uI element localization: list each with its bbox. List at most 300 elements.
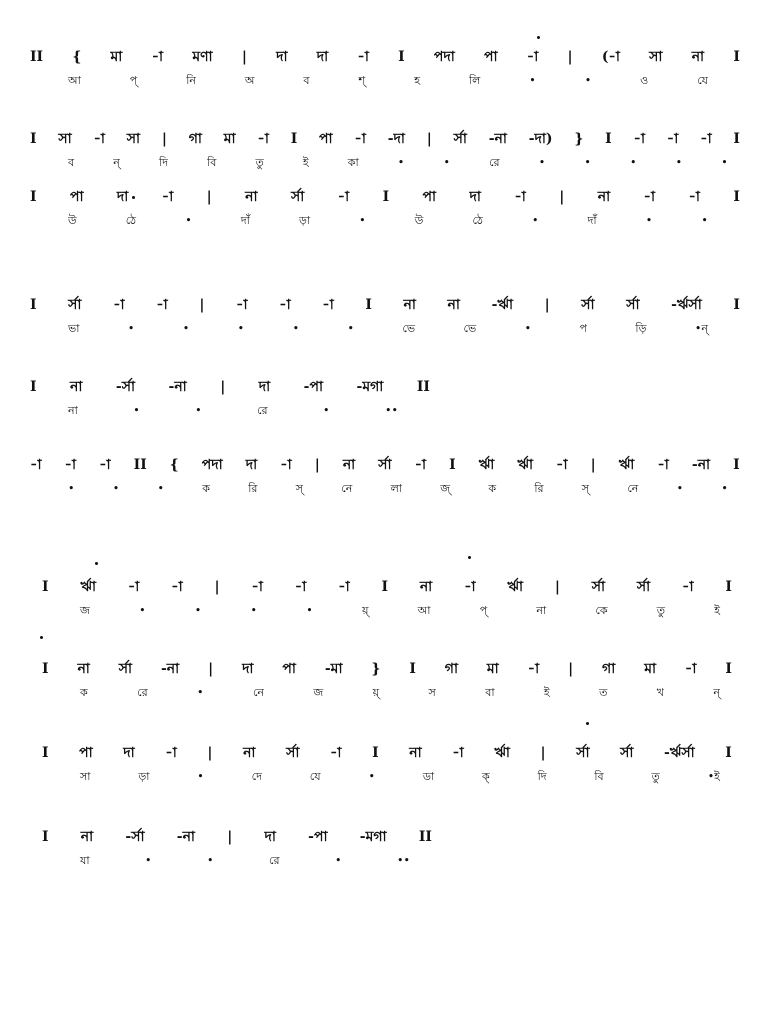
note-token: | [590, 457, 596, 473]
note-token: র্সা [626, 297, 640, 313]
lyric-token: • [68, 482, 75, 495]
note-token: I [30, 379, 37, 395]
note-token: সা [126, 131, 141, 147]
lyric-token: য়্ [372, 686, 380, 699]
lyric-token: •• [384, 404, 398, 417]
lyric-token: ক্ [482, 770, 490, 783]
lyric-token: • [701, 214, 708, 227]
note-token: -পা [303, 379, 324, 395]
scan-speck [468, 556, 471, 559]
lyric-token: ব [303, 74, 310, 87]
lyric-line [42, 768, 720, 786]
note-token: পা [422, 189, 437, 205]
note-token: -া [414, 457, 427, 473]
lyric-token: • [139, 604, 146, 617]
note-token: পা [484, 49, 498, 65]
note-token: দা [245, 457, 258, 473]
note-token: -া [279, 297, 291, 313]
lyric-line [30, 320, 708, 338]
lyric-token: আ [417, 604, 431, 617]
note-token: | [544, 297, 550, 313]
lyric-token: • [529, 74, 536, 87]
note-token: মা [644, 661, 657, 677]
lyric-token: ক [202, 482, 210, 495]
lyric-token: দে [251, 770, 262, 783]
note-token: না [80, 829, 94, 845]
note-token: র্সা [581, 297, 595, 313]
lyric-token: • [645, 214, 653, 227]
lyric-token: রি [248, 482, 258, 495]
note-token: -া [329, 745, 342, 761]
note-token: | [567, 49, 573, 65]
lyric-token: রি [534, 482, 544, 495]
note-token: -মা [324, 661, 343, 677]
note-token: } [574, 131, 584, 147]
note-token: র্সা [118, 661, 133, 677]
note-token: পা [319, 131, 333, 147]
note-token: দা [116, 189, 129, 205]
note-token: মা [110, 49, 123, 65]
note-token: -া [113, 297, 125, 313]
lyric-token: স্ [295, 482, 304, 495]
lyric-token: • [207, 854, 214, 867]
note-token: -র্সা [115, 379, 136, 395]
note-token: পা [69, 189, 84, 205]
note-token: -া [99, 457, 111, 473]
note-token: না [243, 745, 256, 761]
lyric-token: জ্ [440, 482, 451, 495]
lyric-line [30, 154, 728, 172]
note-token: -া [257, 131, 269, 147]
lyric-token: ডা [422, 770, 435, 783]
lyric-token: বি [207, 156, 217, 169]
lyric-token: বি [594, 770, 604, 783]
lyric-token: • [676, 482, 684, 495]
note-token: I [42, 661, 49, 677]
note-token: র্সা [576, 745, 590, 761]
lyric-token: ই [302, 156, 309, 169]
lyric-token: উ [68, 214, 77, 227]
note-token: -া [165, 745, 177, 761]
note-token: -া [684, 661, 697, 677]
note-token: -া [30, 457, 42, 473]
note-token: পা [79, 745, 93, 761]
lyric-token: •ই [707, 770, 720, 783]
lyric-token: • [359, 214, 366, 227]
note-token: -া [337, 189, 350, 205]
note-token: দা [123, 745, 135, 761]
lyric-token: ভা [68, 322, 80, 335]
notation-line [30, 48, 740, 66]
note-token: | [199, 297, 205, 313]
note-token: I [365, 297, 372, 313]
note-token: -না [488, 131, 507, 147]
note-token: -া [236, 297, 248, 313]
lyric-token: নে [627, 482, 639, 495]
notation-line [30, 378, 430, 396]
note-token: -মগা [359, 829, 387, 845]
note-token: I [733, 189, 740, 205]
lyric-token: দাঁ [587, 214, 597, 227]
note-token: -র্ঋর্সা [671, 297, 702, 313]
note-token: -া [161, 189, 174, 205]
lyric-token: স্ [581, 482, 590, 495]
lyric-token: লি [468, 74, 481, 87]
lyric-token: রে [489, 156, 500, 169]
lyric-token: • [127, 322, 135, 335]
lyric-token: • [197, 686, 204, 699]
lyric-line [30, 212, 708, 230]
lyric-token: খ [656, 686, 664, 699]
lyric-token: • [323, 404, 330, 417]
note-token: র্ঋা [507, 579, 524, 595]
note-token: -া [633, 131, 646, 147]
lyric-token: • [157, 482, 165, 495]
lyric-token: • [237, 322, 245, 335]
note-token: | [227, 829, 233, 845]
note-token: র্ঋা [478, 457, 495, 473]
lyric-token: লা [390, 482, 402, 495]
lyric-token: তু [656, 604, 666, 617]
lyric-token: দি [158, 156, 168, 169]
note-token: I [733, 49, 740, 65]
lyric-token: • [721, 156, 728, 169]
note-token: দা [469, 189, 481, 205]
note-token: I [725, 661, 732, 677]
lyric-token: • [532, 214, 539, 227]
lyric-token: ই [714, 604, 720, 617]
note-token: I [605, 131, 612, 147]
lyric-token: • [675, 156, 683, 169]
note-token: দা [276, 49, 288, 65]
note-token: { [169, 457, 179, 473]
note-token: -া [526, 49, 539, 65]
note-token: -না [168, 379, 187, 395]
lyric-token: • [584, 74, 592, 87]
note-token: | [208, 661, 214, 677]
notation-line [42, 828, 432, 846]
note-token: (-া [601, 49, 620, 65]
note-token: I [733, 457, 740, 473]
lyric-token: • [368, 770, 375, 783]
lyric-token: সা [80, 770, 91, 783]
note-token: -া [156, 297, 168, 313]
lyric-token: • [250, 604, 257, 617]
scan-speck [95, 562, 98, 565]
note-token: I [42, 579, 49, 595]
note-token: -া [322, 297, 334, 313]
note-token: দা [258, 379, 271, 395]
lyric-token: • [292, 322, 300, 335]
note-token: র্সা [636, 579, 651, 595]
lyric-token: • [524, 322, 532, 335]
note-token: -া [643, 189, 656, 205]
note-token: -না [160, 661, 180, 677]
note-token: না [691, 49, 705, 65]
note-token: র্সা [290, 189, 305, 205]
lyric-token: যে [309, 770, 321, 783]
note-token: -া [280, 457, 292, 473]
lyric-token: রে [137, 686, 148, 699]
scan-speck [132, 196, 135, 199]
note-token: র্ঋা [618, 457, 635, 473]
notation-line [42, 744, 732, 762]
note-token: মা [223, 131, 236, 147]
note-token: র্ঋা [517, 457, 534, 473]
note-token: র্সা [378, 457, 392, 473]
note-token: | [559, 189, 565, 205]
note-token: পা [282, 661, 296, 677]
note-token: দা [316, 49, 329, 65]
lyric-token: ঠে [472, 214, 483, 227]
note-token: -র্ঋা [491, 297, 514, 313]
lyric-token: • [584, 156, 591, 169]
lyric-token: ব [68, 156, 75, 169]
note-token: না [409, 745, 422, 761]
lyric-token: • [112, 482, 120, 495]
note-token: II [133, 457, 147, 473]
note-token: } [371, 661, 381, 677]
lyric-token: • [397, 156, 405, 169]
lyric-line [30, 72, 708, 90]
lyric-token: হ [414, 74, 421, 87]
note-token: -া [171, 579, 183, 595]
note-token: I [381, 579, 389, 595]
lyric-token: • [347, 322, 354, 335]
lyric-token: বা [485, 686, 495, 699]
note-token: -া [127, 579, 140, 595]
lyric-token: প্ [479, 604, 488, 617]
note-token: গা [188, 131, 202, 147]
note-token: -মগা [356, 379, 384, 395]
lyric-token: • [182, 322, 190, 335]
note-token: -না [691, 457, 711, 473]
note-token: | [207, 745, 213, 761]
note-token: র্সা [453, 131, 467, 147]
note-token: I [30, 189, 37, 205]
note-token: | [241, 49, 247, 65]
lyric-token: রে [257, 404, 268, 417]
note-token: না [70, 379, 83, 395]
lyric-line [30, 402, 398, 420]
lyric-token: • [185, 214, 192, 227]
lyric-token: • [443, 156, 450, 169]
note-token: -া [464, 579, 476, 595]
lyric-token: নে [341, 482, 353, 495]
lyric-token: অ [244, 74, 255, 87]
lyric-token: নে [252, 686, 264, 699]
note-token: -া [294, 579, 307, 595]
note-token: I [42, 829, 49, 845]
lyric-token: কা [347, 156, 359, 169]
note-token: -া [556, 457, 568, 473]
note-token: | [554, 579, 560, 595]
lyric-token: স [428, 686, 436, 699]
note-token: I [409, 661, 416, 677]
note-token: -া [666, 131, 679, 147]
note-token: -া [527, 661, 540, 677]
note-token: না [342, 457, 356, 473]
note-token: I [733, 297, 740, 313]
note-token: না [403, 297, 416, 313]
note-token: | [314, 457, 320, 473]
note-token: গা [444, 661, 459, 677]
scan-speck [586, 722, 589, 725]
notation-line [30, 188, 740, 206]
lyric-token: শ্ [358, 74, 366, 87]
lyric-token: দাঁ [240, 214, 250, 227]
lyric-token: ও [640, 74, 649, 87]
note-token: I [290, 131, 298, 147]
notation-line [42, 578, 732, 596]
note-token: না [77, 661, 90, 677]
note-token: I [725, 745, 732, 761]
lyric-token: ন্ [113, 156, 120, 169]
note-token: র্ঋা [80, 579, 97, 595]
note-token: না [419, 579, 433, 595]
lyric-token: • [334, 854, 342, 867]
note-token: না [245, 189, 258, 205]
note-token: -া [338, 579, 350, 595]
lyric-token: কে [595, 604, 608, 617]
lyric-token: • [133, 404, 140, 417]
lyric-token: না [536, 604, 547, 617]
lyric-token: জ [80, 604, 90, 617]
lyric-line [42, 602, 720, 620]
note-token: -া [357, 49, 369, 65]
lyric-token: ড়া [138, 770, 150, 783]
note-token: -া [657, 457, 669, 473]
lyric-token: জ [313, 686, 324, 699]
note-token: | [568, 661, 574, 677]
note-token: সা [58, 131, 72, 147]
note-token: -দা [387, 131, 405, 147]
note-token: I [30, 297, 37, 313]
lyric-token: • [538, 156, 546, 169]
note-token: -র্ঋর্সা [664, 745, 695, 761]
lyric-token: উ [414, 214, 424, 227]
note-token: -া [151, 49, 164, 65]
note-token: পদা [201, 457, 223, 473]
lyric-token: • [197, 770, 204, 783]
lyric-token: ড়া [298, 214, 311, 227]
lyric-token: ঠে [125, 214, 137, 227]
lyric-token: রে [268, 854, 280, 867]
note-token: -া [514, 189, 526, 205]
note-token: I [42, 745, 49, 761]
note-token: -া [64, 457, 77, 473]
lyric-token: • [195, 404, 202, 417]
lyric-line [30, 480, 728, 498]
note-token: | [220, 379, 226, 395]
note-token: II [418, 829, 432, 845]
lyric-token: য়্ [361, 604, 369, 617]
note-token: -না [176, 829, 195, 845]
lyric-token: • [721, 482, 728, 495]
lyric-token: তু [651, 770, 660, 783]
lyric-token: আ [68, 74, 81, 87]
lyric-token: যা [80, 854, 90, 867]
note-token: র্সা [286, 745, 300, 761]
lyric-token: ভে [402, 322, 416, 335]
note-token: II [30, 49, 44, 65]
lyric-token: নি [186, 74, 196, 87]
note-token: না [597, 189, 611, 205]
note-token: দা [242, 661, 254, 677]
note-token: র্সা [591, 579, 606, 595]
note-token: র্ঋা [494, 745, 510, 761]
note-token: -া [93, 131, 105, 147]
lyric-token: ভে [463, 322, 477, 335]
lyric-token: ক [80, 686, 88, 699]
note-token: না [447, 297, 460, 313]
lyric-token: প [579, 322, 587, 335]
notation-line [42, 660, 732, 678]
notation-line [30, 130, 740, 148]
note-token: -া [452, 745, 464, 761]
note-token: -া [354, 131, 366, 147]
lyric-token: যে [697, 74, 708, 87]
lyric-line [42, 852, 410, 870]
lyric-token: ন্ [713, 686, 720, 699]
note-token: -র্সা [125, 829, 145, 845]
note-token: | [161, 131, 167, 147]
lyric-token: ক [488, 482, 497, 495]
note-token: I [398, 49, 405, 65]
note-token: I [733, 131, 740, 147]
note-token: -া [688, 189, 700, 205]
note-token: I [372, 745, 379, 761]
lyric-token: •• [396, 854, 410, 867]
note-token: -দা) [528, 131, 553, 147]
lyric-token: না [68, 404, 78, 417]
lyric-token: প্ [129, 74, 138, 87]
note-token: মণা [192, 49, 213, 65]
note-token: | [540, 745, 546, 761]
lyric-line [42, 684, 720, 702]
note-token: -া [251, 579, 263, 595]
lyric-token: • [630, 156, 637, 169]
lyric-token: দি [537, 770, 547, 783]
note-token: র্সা [620, 745, 634, 761]
note-token: -া [682, 579, 694, 595]
note-token: পদা [433, 49, 455, 65]
note-token: II [416, 379, 430, 395]
notation-line [30, 296, 740, 314]
note-token: দা [264, 829, 276, 845]
note-token: র্সা [68, 297, 82, 313]
note-token: -া [700, 131, 712, 147]
note-token: | [206, 189, 212, 205]
lyric-token: • [306, 604, 313, 617]
note-token: | [214, 579, 220, 595]
scan-speck [40, 636, 43, 639]
note-token: I [30, 131, 37, 147]
note-token: গা [602, 661, 616, 677]
scan-speck [537, 36, 540, 39]
note-token: I [382, 189, 390, 205]
lyric-token: ই [543, 686, 550, 699]
lyric-token: ড়ি [635, 322, 647, 335]
lyric-token: ত [599, 686, 608, 699]
note-token: | [426, 131, 432, 147]
lyric-token: •ন্ [694, 322, 708, 335]
note-token: মা [486, 661, 499, 677]
note-token: I [449, 457, 456, 473]
note-token: -পা [308, 829, 328, 845]
notation-line [30, 456, 740, 474]
note-token: I [725, 579, 732, 595]
